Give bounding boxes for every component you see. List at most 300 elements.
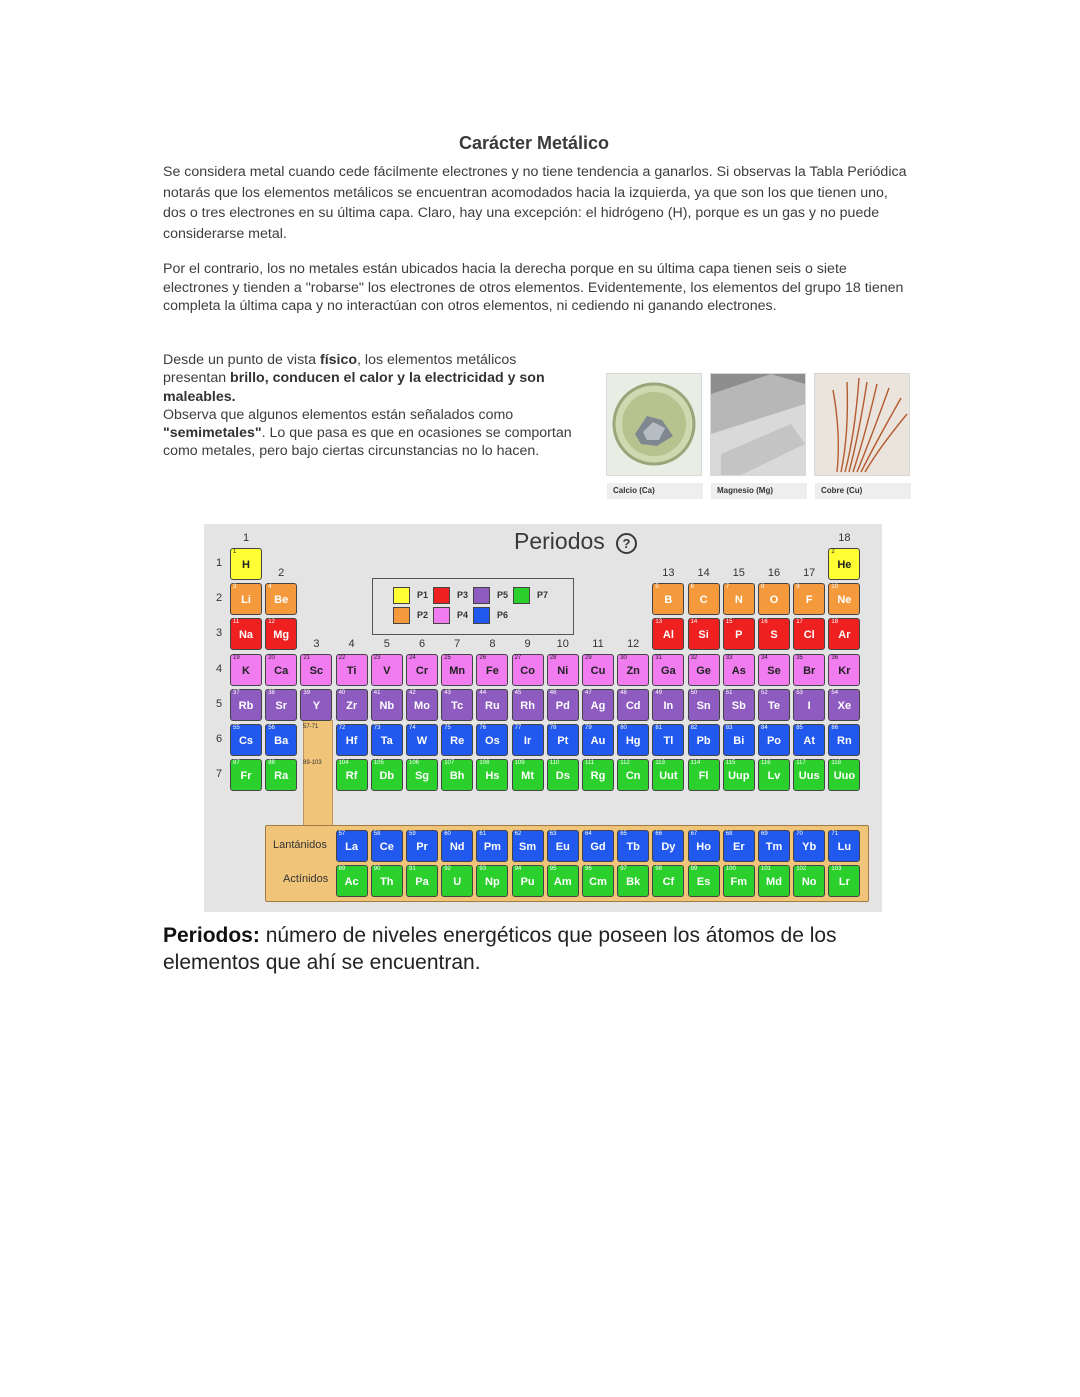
physical-text-4: . Lo que pasa es que en ocasiones se comportan como metales, pero bajo ciertas circunstancias no lo hacen. (163, 425, 572, 460)
element-re (441, 724, 473, 756)
element-symbol: Uus (798, 770, 820, 783)
actinides-label: Actínidos (283, 873, 329, 885)
help-icon[interactable]: ? (616, 533, 637, 554)
element-symbol: Tm (765, 841, 783, 853)
atomic-number: 50 (690, 689, 698, 696)
element-fr (230, 759, 262, 791)
element-nd (441, 830, 473, 862)
element-symbol: N (734, 594, 743, 607)
element-symbol: Hf (345, 735, 358, 747)
atomic-number: 77 (514, 725, 522, 731)
atomic-number: 100 (725, 866, 736, 872)
element-rb (230, 689, 262, 721)
photo-caption: Cobre (Cu) (815, 483, 911, 499)
element-xe (828, 689, 860, 721)
element-symbol: Md (766, 876, 782, 888)
element-v (371, 654, 403, 686)
atomic-number: 94 (514, 866, 522, 872)
element-symbol: Lr (838, 876, 850, 888)
atomic-number: 22 (338, 654, 346, 661)
element-symbol: Ni (557, 664, 569, 677)
element-symbol: B (664, 594, 673, 607)
element-co (512, 654, 544, 686)
atomic-number: 115 (725, 760, 736, 767)
element-sb (723, 689, 755, 721)
atomic-number: 55 (233, 725, 240, 731)
page-title: Carácter Metálico (458, 133, 610, 153)
element-symbol: Gd (590, 841, 606, 853)
element-uut (652, 759, 684, 791)
element-cf (652, 865, 684, 897)
legend-swatch (433, 587, 450, 604)
group-label: 4 (348, 637, 355, 650)
element-symbol: K (242, 664, 250, 677)
element-w (406, 724, 438, 756)
element-cm (582, 865, 614, 897)
element-symbol: In (663, 699, 674, 712)
element-symbol: Sb (731, 699, 746, 712)
element-li (230, 583, 262, 615)
element-symbol: At (803, 735, 815, 747)
atomic-number: 104 (338, 760, 349, 767)
atomic-number: 23 (373, 654, 381, 661)
atomic-number: 51 (725, 689, 733, 696)
element-symbol: Es (696, 876, 711, 888)
element-symbol: O (769, 594, 779, 607)
atomic-number: 60 (444, 831, 451, 837)
element-symbol: Ge (696, 664, 711, 677)
element-as (723, 654, 755, 686)
atomic-number: 20 (268, 654, 275, 661)
element-symbol: Hs (485, 770, 500, 783)
element-ru (476, 689, 508, 721)
atomic-number: 1 (233, 549, 237, 555)
element-k (230, 654, 262, 686)
element-symbol: Er (732, 841, 745, 853)
atomic-number: 89 (338, 866, 346, 872)
atomic-number: 34 (761, 654, 768, 661)
atomic-number: 17 (796, 619, 803, 626)
element-pd (547, 689, 579, 721)
atomic-number: 116 (761, 760, 771, 767)
atomic-number: 78 (549, 725, 557, 731)
element-symbol: Ho (696, 841, 711, 853)
element-rn (828, 724, 860, 756)
element-rh (512, 689, 544, 721)
atomic-number: 14 (690, 619, 698, 626)
element-au (582, 724, 614, 756)
atomic-number: 86 (831, 725, 839, 731)
element-eu (547, 830, 579, 862)
element-pb (688, 724, 720, 756)
atomic-number: 58 (373, 831, 381, 837)
element-hf (336, 724, 368, 756)
element-symbol: Rn (837, 735, 852, 747)
element-symbol: La (345, 841, 359, 853)
atomic-number: 68 (725, 831, 733, 837)
element-symbol: Fr (240, 770, 252, 783)
atomic-number: 29 (585, 654, 592, 661)
element-hg (617, 724, 649, 756)
lanthanides-label: Lantánidos (273, 839, 327, 851)
atomic-number: 74 (409, 725, 416, 731)
element-symbol: Re (450, 735, 465, 747)
element-symbol: Kr (838, 664, 851, 677)
atomic-number: 107 (444, 760, 455, 767)
atomic-number: 85 (796, 725, 803, 731)
element-symbol: Ag (590, 699, 606, 712)
atomic-number: 10 (831, 584, 839, 591)
element-lu (828, 830, 860, 862)
element-fe (476, 654, 508, 686)
element-symbol: Nb (379, 699, 395, 712)
element-symbol: Mt (521, 770, 534, 783)
element-y (300, 689, 332, 721)
element-symbol: Na (238, 629, 254, 642)
periods-definition (163, 922, 923, 976)
element-symbol: Sn (696, 699, 711, 712)
physical-bold-1: físico (319, 352, 358, 368)
atomic-number: 33 (725, 654, 733, 661)
element-br (793, 654, 825, 686)
element-sc (300, 654, 332, 686)
calcium-photo (606, 373, 702, 476)
element-md (758, 865, 790, 897)
element-sm (512, 830, 544, 862)
element-symbol: He (837, 559, 852, 571)
legend-label: P3 (457, 590, 469, 600)
element-nb (371, 689, 403, 721)
element-symbol: Am (553, 876, 572, 888)
element-sr (265, 689, 297, 721)
atomic-number: 35 (796, 654, 803, 661)
group-label: 6 (418, 637, 426, 650)
element-symbol: Br (803, 664, 816, 677)
element-uuo (828, 759, 860, 791)
atomic-number: 72 (338, 725, 346, 731)
period-label: 5 (216, 697, 223, 710)
group-label: 13 (662, 567, 675, 580)
element-ag (582, 689, 614, 721)
atomic-number: 80 (620, 725, 627, 731)
element-symbol: V (383, 664, 391, 677)
element-te (758, 689, 790, 721)
atomic-number: 38 (268, 689, 275, 696)
element-symbol: F (805, 594, 813, 607)
element-cs (230, 724, 262, 756)
element-symbol: Se (767, 664, 781, 677)
group-label: 14 (697, 567, 710, 580)
element-symbol: Pa (415, 876, 429, 888)
element-he (828, 548, 860, 580)
element-c (688, 583, 720, 615)
period-label: 3 (216, 627, 223, 640)
element-uup (723, 759, 755, 791)
atomic-number: 6 (690, 584, 694, 591)
atomic-number: 66 (655, 831, 663, 837)
element-symbol: Ba (274, 735, 289, 747)
element-symbol: C (699, 594, 708, 607)
photo-caption: Calcio (Ca) (607, 483, 703, 499)
atomic-number: 75 (444, 725, 451, 731)
element-symbol: Al (662, 629, 674, 642)
element-symbol: Pu (520, 876, 535, 888)
element-symbol: Ac (344, 876, 359, 888)
element-ti (336, 654, 368, 686)
atomic-number: 27 (514, 654, 522, 661)
atomic-number: 103 (831, 866, 842, 872)
element-symbol: Dy (661, 841, 676, 853)
group-label: 3 (313, 637, 320, 650)
period-label: 7 (216, 768, 223, 781)
legend-label: P1 (417, 590, 429, 600)
element-symbol: Ne (837, 594, 852, 607)
element-er (723, 830, 755, 862)
atomic-number: 25 (444, 654, 451, 661)
legend-label: P7 (537, 590, 549, 600)
element-symbol: Fe (485, 664, 499, 677)
element-symbol: P (735, 629, 743, 642)
element-symbol: Mo (414, 699, 430, 712)
element-n (723, 583, 755, 615)
group-label: 7 (454, 637, 461, 650)
element-i (793, 689, 825, 721)
element-symbol: Po (766, 735, 782, 747)
atomic-number: 8 (761, 584, 765, 591)
atomic-number: 41 (373, 689, 381, 696)
atomic-number: 73 (373, 725, 381, 731)
element-symbol: Cf (662, 876, 675, 888)
element-f (793, 583, 825, 615)
actinide-range: 89-103 (303, 760, 322, 766)
element-symbol: Sg (414, 770, 430, 783)
element-mg (265, 618, 297, 650)
atomic-number: 114 (690, 760, 701, 767)
group-label: 16 (767, 567, 781, 580)
element-mt (512, 759, 544, 791)
legend-swatch (473, 587, 490, 604)
element-ac (336, 865, 368, 897)
element-es (688, 865, 720, 897)
legend-swatch (393, 587, 410, 604)
element-fl (688, 759, 720, 791)
element-symbol: Tb (626, 841, 640, 853)
physical-bold-3: "semimetales" (163, 425, 262, 442)
element-at (793, 724, 825, 756)
element-ra (265, 759, 297, 791)
atomic-number: 49 (655, 689, 663, 696)
element-symbol: Rb (238, 699, 254, 712)
atomic-number: 44 (479, 689, 487, 696)
element-be (265, 583, 297, 615)
element-symbol: Bi (733, 735, 745, 747)
element-rf (336, 759, 368, 791)
f-block-connector (303, 720, 333, 829)
group-label: 15 (732, 567, 745, 580)
element-np (476, 865, 508, 897)
copper-photo (814, 373, 910, 476)
atomic-number: 117 (796, 760, 806, 767)
element-pr (406, 830, 438, 862)
atomic-number: 112 (620, 760, 630, 767)
element-fm (723, 865, 755, 897)
physical-text-3: Observa que algunos elementos están señalados como (163, 406, 514, 423)
element-symbol: Li (241, 594, 251, 607)
element-si (688, 618, 720, 650)
element-u (441, 865, 473, 897)
element-tl (652, 724, 684, 756)
element-symbol: Rh (520, 699, 535, 712)
element-cd (617, 689, 649, 721)
atomic-number: 16 (761, 619, 768, 626)
element-symbol: Rf (345, 770, 358, 783)
atomic-number: 47 (585, 689, 592, 696)
atomic-number: 97 (620, 866, 627, 872)
element-lv (758, 759, 790, 791)
element-zn (617, 654, 649, 686)
atomic-number: 113 (655, 760, 665, 767)
element-symbol: H (242, 559, 250, 571)
element-cn (617, 759, 649, 791)
element-symbol: As (731, 664, 746, 677)
element-ta (371, 724, 403, 756)
atomic-number: 53 (796, 689, 803, 696)
element-symbol: Ca (274, 664, 289, 677)
element-symbol: Cd (625, 699, 641, 712)
group-label: 5 (383, 637, 390, 650)
atomic-number: 39 (303, 689, 311, 696)
legend-label: P4 (457, 610, 469, 620)
element-symbol: Zr (346, 699, 358, 712)
periodic-table (204, 524, 882, 912)
element-symbol: Ds (555, 770, 570, 783)
atomic-number: 57 (338, 831, 346, 837)
legend-label: P2 (417, 610, 429, 620)
atomic-number: 5 (655, 584, 659, 591)
atomic-number: 95 (549, 866, 557, 872)
element-symbol: Th (380, 876, 394, 888)
table-title: Periodos (514, 528, 605, 554)
element-os (476, 724, 508, 756)
definition-term: Periodos: (163, 924, 260, 947)
group-label: 17 (803, 567, 816, 580)
element-symbol: Uup (728, 770, 750, 783)
element-symbol: Os (485, 735, 500, 747)
atomic-number: 118 (831, 760, 841, 767)
group-label: 12 (627, 637, 640, 650)
element-symbol: Fl (698, 770, 709, 783)
element-ne (828, 583, 860, 615)
atomic-number: 52 (761, 689, 768, 696)
atomic-number: 11 (233, 619, 240, 626)
element-ba (265, 724, 297, 756)
atomic-number: 88 (268, 760, 275, 767)
element-symbol: U (453, 876, 462, 888)
physical-text-1: Desde un punto de vista (163, 352, 320, 368)
atomic-number: 9 (796, 584, 800, 591)
element-dy (652, 830, 684, 862)
group-label: 2 (278, 567, 285, 580)
atomic-number: 7 (725, 584, 730, 591)
element-ge (688, 654, 720, 686)
element-la (336, 830, 368, 862)
element-symbol: Y (312, 699, 321, 712)
element-symbol: Co (520, 664, 535, 677)
element-symbol: Tc (451, 699, 464, 712)
element-symbol: I (807, 699, 811, 712)
atomic-number: 65 (620, 831, 627, 837)
group-label: 18 (838, 532, 851, 544)
element-ce (371, 830, 403, 862)
atomic-number: 18 (831, 619, 839, 626)
physical-text-2: , los elementos metálicos presentan (163, 352, 517, 387)
element-symbol: Ce (379, 841, 394, 853)
element-symbol: Ru (485, 699, 500, 712)
element-in (652, 689, 684, 721)
element-symbol: Xe (837, 699, 852, 712)
element-symbol: Cl (803, 629, 815, 642)
magnesium-photo (710, 373, 806, 476)
legend-swatch (433, 607, 450, 624)
nonmetals-paragraph: Por el contrario, los no metales están ubicados hacia la derecha porque en su última capa tienen seis o siete electrones y tienden a "robarse" los electrones de otros elementos. Evidentemente, los elementos del grupo 18 tienen completa la última capa y no interactúan con otros elementos, ni cediendo ni ganando electrones. (163, 261, 904, 314)
group-label: 10 (556, 637, 569, 650)
element-symbol: Zn (626, 664, 640, 677)
element-symbol: Eu (555, 841, 570, 853)
element-symbol: Ar (838, 629, 851, 642)
atomic-number: 69 (761, 831, 768, 837)
element-symbol: W (416, 735, 428, 747)
element-symbol: Pd (555, 699, 570, 712)
atomic-number: 13 (655, 619, 663, 626)
element-h (230, 548, 262, 580)
atomic-number: 90 (373, 866, 381, 872)
element-uus (793, 759, 825, 791)
lanthanide-range: 57-71 (303, 724, 319, 730)
atomic-number: 84 (761, 725, 768, 731)
physical-bold-2: brillo, conducen el calor y la electricidad y son maleables. (163, 370, 545, 405)
atomic-number: 24 (409, 654, 416, 661)
atomic-number: 99 (690, 866, 698, 872)
atomic-number: 109 (514, 760, 525, 767)
element-symbol: Bh (449, 770, 465, 783)
element-ni (547, 654, 579, 686)
element-no (793, 865, 825, 897)
element-symbol: Ra (274, 770, 289, 783)
element-symbol: Pr (416, 841, 428, 853)
legend (372, 578, 574, 635)
element-symbol: Pb (696, 735, 711, 747)
element-ca (265, 654, 297, 686)
atomic-number: 48 (620, 689, 627, 696)
element-sg (406, 759, 438, 791)
element-am (547, 865, 579, 897)
atomic-number: 81 (655, 725, 663, 731)
atomic-number: 102 (796, 866, 807, 872)
group-label: 8 (489, 637, 496, 650)
element-s (758, 618, 790, 650)
atomic-number: 79 (585, 725, 592, 731)
legend-label: P6 (497, 610, 509, 620)
element-symbol: Te (767, 699, 781, 712)
element-bi (723, 724, 755, 756)
element-gd (582, 830, 614, 862)
element-symbol: S (770, 629, 778, 642)
element-symbol: Fm (730, 876, 748, 888)
atomic-number: 42 (409, 689, 416, 696)
atomic-number: 67 (690, 831, 698, 837)
atomic-number: 21 (303, 654, 311, 661)
atomic-number: 71 (831, 831, 839, 837)
